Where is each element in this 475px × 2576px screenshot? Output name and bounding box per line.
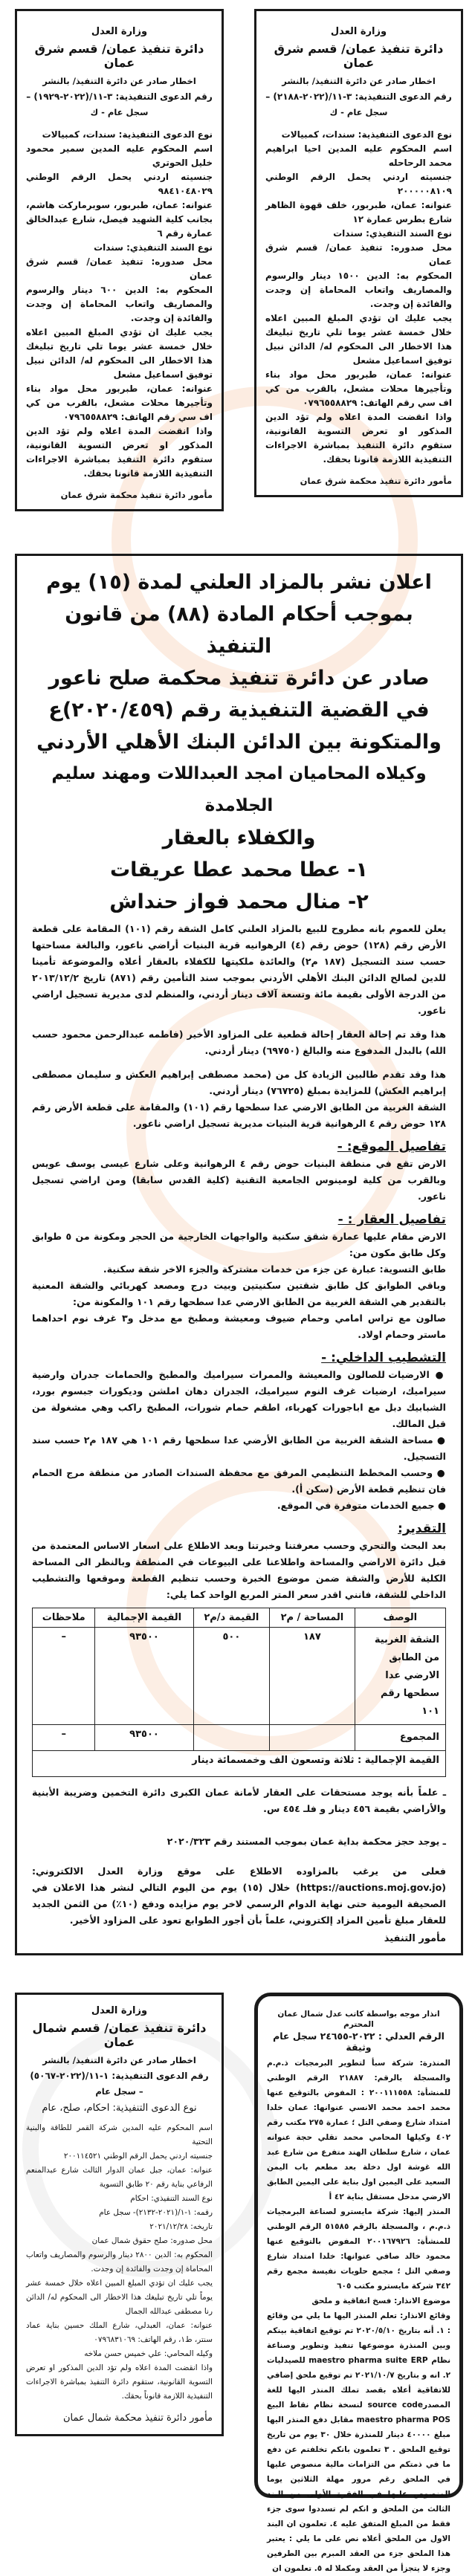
cell-total: ٩٣٥٠٠ [95, 1628, 193, 1725]
paragraph: عنوانه: عمان، طبربور، سوبرماركت هاشم، بجانب كلية الشهيد فيصل، شارع عبدالخالق عمارة رقم ٦ [26, 200, 213, 239]
finishing-bullet: ● الارضيات للصالون والمعيشة والممرات سيراميك والمطبخ والحمامات جدران وارضية سيراميك، ارضيات غرف النوم سيراميك، الجدران دهان املشن وديكورات جبسوم بورد، الشبابيك دبل مع اباجورات كهرباء، اطقم حمام شورات، المطبخ راكب وهي مشغولة من قبل المالك. [32, 1369, 447, 1429]
auction-title-line: في القضية التنفيذية رقم (٢٠٢٠/٤٥٩)ع [48, 699, 430, 722]
paragraph: يجب عليك ان تؤدي المبلغ المبين اعلاه خلال خمسة عشر يوما تلي تاريخ تبليغك هذا الاخطار الى المحكوم له/ الدائن نبيل توفيق اسماعيل مشعل [265, 313, 452, 366]
auction-title-line: والكفلاء بالعقار [162, 826, 316, 850]
intro-paragraph: يعلن للعموم بانه مطروح للبيع بالمزاد العلني كامل الشقة رقم (١٠١) المقامة على قطعة الأرض رقم (١٢٨) حوض رقم (٤) الرهوانيه قرية البنيات أراضي ناعور، والبالغة مساحتها حسب سند التسجيل (١٨٧ م٢) والعائدة ملكيتها للكفلاء بالعقار أعلاه والموضوعة تأمينا للدين لصالح الدائن البنك الأهلي الأردني بموجب سند التأمين رقم (٨٧١) تاريخ ٢٠١٣/١٢/٢ من الدرجة الأولى بقيمة مائة وتسعة آلاف دينار أردني، والمنظم لدى مديرية تسجيل اراضي ناعور. [32, 923, 446, 1016]
guarantor-name: ١- عطا محمد عطا عريقات [109, 858, 368, 881]
auction-title-line: اعلان نشر بالمزاد العلني لمدة (١٥) يوم [46, 571, 432, 594]
register-label: سجل عام - ك [90, 107, 149, 117]
paragraph: محل صدوره: تنفيذ عمان/ قسم شرق عمان [26, 256, 213, 281]
header-cell: الوصف [355, 1608, 445, 1628]
paragraph: نوع الدعوى التنفيذية: سندات، كمبيالات [42, 129, 213, 140]
bullet-text: جميع الخدمات متوفرة في الموقع. [277, 1500, 435, 1511]
department-title: دائرة تنفيذ عمان/ قسم شرق عمان [274, 42, 444, 70]
signature: مأمور دائرة تنفيذ محكمة شمال عمان [62, 2412, 213, 2424]
bullet-text: الارضيات للصالون والمعيشة والممرات سيراميك والمطبخ والحمامات جدران وارضية سيراميك، ارضيات غرف النوم سيراميك، الجدران دهان املشن وديكورات جبسوم بورد، الشبابيك دبل مع اباجورات كهرباء، اطقم حمام شورات، المطبخ راكب وهي مشغولة من قبل المالك. [32, 1369, 446, 1429]
property-line: وباقي الطوابق كل طابق شقتين سكنيتين وبيت درج ومصعد كهربائي والشقة المعنية بالتقدير هي الشقة الغربية من الطابق الارضي عدا سطحها رقم ١٠١ والمكونة من: [32, 1280, 446, 1307]
cell-empty [270, 1725, 355, 1751]
paragraph: اسم المحكوم عليه المدين احيا ابراهيم محمد الرحاحله [265, 143, 452, 168]
referral-paragraph: هذا وقد تم إحالة العقار إحالة قطعية على المزاود الأخير (فاطمه عبدالرحمن محمود حسب الله) بالبدل المدفوع منه والبالغ (٦٩٧٥٠) دينار أردني. [32, 1029, 446, 1056]
increase-paragraph: هذا وقد تقدم طالبين الزيادة كل من (محمد مصطفى إبراهيم العكش و سليمان مصطفى إبراهيم العكش) للمزايدة بمبلغ (٧٦٧٢٥) دينار أردني. [32, 1069, 446, 1096]
paragraph: اسم المحكوم عليه المدين سمير محمود خليل الحوتري [26, 143, 213, 168]
cell-area: ١٨٧ [270, 1628, 355, 1725]
notice-east-amman-1929 [15, 9, 224, 511]
warning-title: انذار موجه بواسطة كاتب عدل شمال عمان [277, 2010, 440, 2019]
notice-subtitle: اخطار صادر عن دائرة التنفيذ/ بالنشر [42, 2055, 196, 2065]
paragraph: عنوانه: عمان، طبربور محل مواد بناء وتأجيرها محلات مشعل، بالقرب من كي اف سي رقم الهاتف: ٠٧٩٦٥٥٨٨٢٩ [265, 369, 452, 408]
case-type: نوع الدعوى التنفيذية: احكام، صلح، عام [42, 2103, 197, 2114]
ministry-label: وزارة العدل [91, 26, 148, 37]
paragraph: عنوانه: عمان، طبربور، خلف قهوة الظاهر شارع بطرس عمارة ١٢ [265, 200, 452, 224]
paragraph: المحكوم به: الدين ٢٨٠٠ دينار والرسوم والمصاريف واتعاب المحاماة إن وجدت والفائدة إن وجدت. [26, 2250, 213, 2274]
auction-notice [15, 554, 463, 1955]
total-in-words: القيمة الإجمالية : ثلاثة وتسعون الف وخمسمائة دينار [33, 1751, 446, 1777]
case-number: رقم الدعوى التنفيذية: ١-١١/(٢٠٢٢-٥٠٦٧) [30, 2071, 209, 2081]
table-row [33, 1628, 446, 1725]
paragraph: نوع السند التنفيذي: سندات [94, 242, 213, 253]
property-line: صالون مع تراس امامي وحمام ضيوف ومعيشة ومطبخ مع مدخل و٣ غرف نوم احداهما ماستر وحمام اولاد. [32, 1313, 446, 1340]
dues-paragraph: ـ علماً بأنه يوجد مستحقات على العقار لأمانة عمان الكبرى دائرة التخمين وضريبة الأبنية والأراضي بقيمة ٤٥٦ دينار و فلـ ٤٥٤ س. [32, 1787, 446, 1814]
ministry-label: وزارة العدل [91, 2005, 148, 2016]
signature: مأمور دائرة تنفيذ محكمة شرق عمان [300, 476, 452, 486]
finishing-bullet: ● مساحة الشقة الغربية من الطابق الأرضي عدا سطحها رقم ١٠١ هي ١٨٧ م٢ حسب سند التسجيل. [32, 1434, 446, 1462]
paragraph: وقائع الانذار: تعلم المنذر اليها ما يلي من وقائع : ١. أنه بتاريخ ٢٠٢٠/٥/١٠ تم توقيع اتفاقية بينكم وبين المنذرة موضوعها تنفيذ وتطوير وصناعة نظام maestro pharma suite ERP للصيدليات ٢. انه و بتاريخ ٢٠٢١/١٠/٧ تم توقيع ملحق إضافي للاتفاقية أعلاه بقصد تملك المنذر اليها للغة المصدرsource code لنسخة نظام نقاط البيع maestro pharma POS مقابل دفع المنذر اليها مبلغ ٤٠٠٠٠ دينار للمنذرة خلال ٣٠ يوم من تاريخ توقيع الملحق . ٣ تعلمون بانكم تخلفتم عن دفع ما في ذمتكم من التزامات مالية منصوص عليها في الملحق رغم مرور مهلة الثلاثين يوما المنصوص عليها في الفقرة الأولى من البند الثالث من الملحق و انكم لم تسددوا سوى جزء فقط من المبلغ المتفق عليه ٤. تعلمون ان البند الاول من الملحق أعلاه نص على ما يلي : يعتبر هذا الملحق جزء من العقد المبرم بين الطرفين وجزء لا يتجزأ من العقد ومكملا له ٥. تعلمون ان [267, 2311, 451, 2573]
paragraph: جنسيته اردني يحمل الرقم الوطني ٢٠٠١١٤٥٢١ [63, 2152, 213, 2161]
paragraph: واذا انقضت المدة اعلاه ولم تؤد الدين المذكور او تعرض التسوية القانونية، ستقوم دائرة التنفيذ بمباشرة الاجراءات التنفيذية اللازمة قانونا بحقك. [26, 426, 213, 479]
finishing-heading: التشطيب الداخلي: - [321, 1350, 446, 1365]
valuation-heading: التقدير: [398, 1521, 446, 1536]
auction-title-line: صادر عن دائرة تنفيذ محكمة صلح ناعور [48, 667, 430, 690]
ministry-label: وزارة العدل [330, 26, 387, 37]
header-cell: المساحة / م٢ [270, 1608, 355, 1628]
notice-subtitle: اخطار صادر عن دائرة التنفيذ/ بالنشر [42, 76, 196, 86]
cell-unit-price: ٥٠٠ [193, 1628, 270, 1725]
notary-warning [254, 1993, 463, 2573]
cell-description: الشقة الغربية من الطابق الارضي عدا سطحها رقم ١٠١ [355, 1628, 445, 1725]
cell-total-label: المجموع [355, 1725, 445, 1751]
valuation-table [32, 1608, 446, 1777]
finishing-bullet: ● جميع الخدمات متوفرة في الموقع. [277, 1500, 446, 1511]
paragraph: المحكوم به: الدين ١٥٠٠ دينار والرسوم والمصاريف واتعاب المحاماة إن وجدت والفائدة إن وجدت. [265, 271, 452, 309]
seizure-paragraph: ـ يوجد حجز محكمة بداية عمان بموجب المستند رقم ٢٠٢٠/٣٢٣ [167, 1836, 446, 1847]
location-heading: تفاصيل الموقع: - [337, 1139, 446, 1154]
auction-title-line: وكيلاه المحاميان امجد العبداللات ومهند سليم الجلامدة [51, 764, 427, 815]
bullet-text: مساحة الشقة الغربية من الطابق الأرضي عدا سطحها رقم ١٠١ هي ١٨٧ م٢ حسب سند التسجيل. [32, 1434, 446, 1462]
department-title: دائرة تنفيذ عمان/ قسم شرق عمان [34, 42, 204, 70]
header-cell: القيمة الإجمالية [95, 1608, 193, 1628]
register-label: – سجل عام [95, 2086, 143, 2097]
bidders-paragraph: فعلى من يرغب بالمزاوده الاطلاع على موقع وزارة العدل الالكتروني: (https://auctions.moj.gov.jo) خلال (١٥) يوم من اليوم التالي لنشر هذا الاعلان في الصحيفة اليومية حتى نهاية الدوام الرسمي لاخر يوم مزايده ودفع (١٠٪) من الثمن الجديد للعقار مبلغ تأمين المزاد إلكتروني، علماً بأن أجور الطوابع تعود على المزاود الأخير. [32, 1865, 446, 1926]
location-paragraph: الارض تقع في منطقة البنيات حوض رقم ٤ الرهوانية وعلى شارع عيسى يوسف عويس وبالقرب من كلية لومينوس الجامعية التقنية (كلية القدس سابقا) ومن اراضي تسجيل ناعور. [32, 1158, 446, 1202]
guarantor-name: ٢- منال محمد فواز حنداش [109, 890, 369, 913]
apartment-paragraph: الشقة الغربية من الطابق الارضي عدا سطحها رقم (١٠١) والمقامة على قطعة الأرض رقم ١٢٨ حوض رقم ٤ الرهوانية قرية البنيات مديرية تسجيل اراضي ناعور. [32, 1101, 446, 1129]
property-heading: تفاصيل العقار : - [337, 1212, 446, 1227]
property-line: الارض مقام عليها عمارة شقق سكنية والواجهات الخارجية من الحجر ومكونة من ٥ طوابق وكل طابق مكون من: [32, 1231, 446, 1258]
paragraph: يجب عليك ان تؤدي المبلغ المبين اعلاه خلال خمسة عشر يوماً تلي تاريخ تبليغك هذا الاخطار الى المحكوم له/ الدائن رنا مصطفى عبدالله الجمال [26, 2279, 213, 2316]
paragraph: يجب عليك ان تؤدي المبلغ المبين اعلاه خلال خمسة عشر يوما تلي تاريخ تبليغك هذا الاخطار الى المحكوم له/ الدائن نبيل توفيق اسماعيل مشعل [26, 327, 213, 380]
honorific: المحترم [343, 2020, 374, 2029]
paragraph: رقمه: ١-١/(٢٠٢١-٢١٣٢)- سجل عام [99, 2208, 213, 2217]
paragraph: عنوانه: عمان، جبل عمان الدوار الثالث شارع عبدالمنعم الرفاعي بناية رقم ٢٠ طابق التسوية [26, 2166, 213, 2189]
paragraph: تاريخه: ٢٠٢١/١٢/٢٨ [149, 2222, 213, 2231]
paragraph: جنسيته اردني يحمل الرقم الوطني ٢٠٠٠٠٠٨١٠٩ [265, 172, 452, 196]
auction-title-line: والمتكونة بين الدائن البنك الأهلي الأردني [36, 731, 442, 754]
paragraph: عنوانه: عمان، طبربور محل مواد بناء وتأجيرها محلات مشعل، بالقرب من كي اف سي رقم الهاتف: ٠٧٩٦٥٥٨٨٢٩ [26, 384, 213, 422]
paragraph: محل صدوره: صلح حقوق شمال عمان [91, 2236, 213, 2245]
paragraph: نوع السند التنفيذي: احكام [130, 2194, 213, 2203]
notice-subtitle: اخطار صادر عن دائرة التنفيذ/ بالنشر [282, 76, 436, 86]
case-number: رقم الدعوى التنفيذية: ٣-١١/(٢٠٢٢-٢١٨٨) – [265, 91, 452, 102]
paragraph: المحكوم به: الدين ٦٠٠ دينار والرسوم والمصاريف واتعاب المحاماة إن وجدت والفائدة إن وجدت. [26, 285, 213, 323]
table-words-row [33, 1751, 446, 1777]
paragraph: المنذر إليها: شركة مايسترو لصناعة البرمجيات ذ.م.م ، والمسجلة بالرقم ٥١٥٨٥ الرقم الوطني للمنشأة: ٢٠٠١٦٧٩٢٦ المفوض بالتوقيع عنها محمود خالد صافي عنوانها: خلدا امتداد شارع وصفي التل ؛ مجمع حلويات نفيسة مجمع رقم ٣٤٢ شركة مايسترو مكتب ٦٠٥ [267, 2207, 451, 2291]
paragraph: واذا انقضت المدة اعلاه ولم تؤد الدين المذكور او تعرض التسوية القانونية، ستقوم دائرة التنفيذ بمباشرة الاجراءات التنفيذية اللازمة قانونا بحقك. [265, 412, 452, 465]
paragraph: عنوانه: عمان، العبدلي، شارع الملك حسين بناية عماد سنتر، ط١، رقم الهاتف: ٠٧٩٦٨٣١٠٦٩ [26, 2321, 213, 2344]
paragraph: محل صدوره: تنفيذ عمان/ قسم شرق عمان [265, 242, 452, 267]
bullet-text: وحسب المخطط التنظيمي المرفق مع محفظة السندات الصادر من منطقة مرج الحمام فان تنظيم قطعة الأرض (سكن أ). [32, 1467, 446, 1495]
valuation-paragraph: بعد البحث والتحري وحسب معرفتنا وخبرتنا وبعد الاطلاع على اسعار الاساس المعتمدة من قبل دائرة الاراضي والمساحة واطلاعنا على البيوعات في المنطقة وبالنظر الى المساحة الكلية للأرض والشقة ضمن موضوع الخبرة وحسب تنظيم القطعة وموقعها والتشطيب الداخلي للشقة، فانني اقدر سعر المتر المربع الواحد كما يلي: [32, 1540, 446, 1600]
paragraph: جنسيته اردني يحمل الرقم الوطني ٩٨٤١٠٤٨٠٢٩ [26, 172, 213, 196]
signature: مأمور دائرة تنفيذ محكمة شرق عمان [60, 490, 213, 500]
paragraph: وكيله المحامي: علي خميس حسن ملاخه [84, 2349, 213, 2358]
finishing-bullet: ● وحسب المخطط التنظيمي المرفق مع محفظة السندات الصادر من منطقة مرج الحمام فان تنظيم قطعة الأرض (سكن أ). [32, 1467, 446, 1495]
paragraph: واذا انقضت المدة اعلاه ولم تؤد الدين المذكور او تعرض التسوية القانونية، ستقوم دائرة التنفيذ بمباشرة الاجراءات التنفيذية اللازمة قانوناً بحقك. [26, 2363, 213, 2401]
top-notices-row [15, 9, 463, 511]
cell-empty [193, 1725, 270, 1751]
notary-number: الرقم العدلي : ٢٠٢٢-٢٤٦٥٥ سجل عام وثيقة [273, 2030, 445, 2053]
property-line: طابق التسوية: عبارة عن جزء من خدمات مشتركة والجزء الاخر شقة سكنية. [103, 1263, 446, 1275]
department-title: دائرة تنفيذ عمان/ قسم شمال عمان [32, 2021, 207, 2049]
paragraph: المنذرة: شركة سبأ لتطوير البرمجيات ذ.م.م والمسجلة بالرقم: ٢١٨٨٧ الرقم الوطني للمنشأة: ٢٠٠١١١٥٥٨ : المفوض بالتوقيع عنها محمد احمد محمد الانسي عنوانها: عمان خلدا امتداد شارع وصفي التل ؛ عمارة ٢٧٥ مكتب رقم ٤٠٢ وكيلها المحامي محمد تقلي حجة عنوانه عمان ، شارع سلطان الهند متفرع من شارع عبد الله غوشة اول دخلة بعد مطعم باب اليمن السعيد على اليمين اول بناية على اليمين الطابق الارضي مدخل مستقل بناية ٤٢ أ [267, 2059, 451, 2201]
case-number: رقم الدعوى التنفيذية: ٣-١١/(٢٠٢٢-١٩٢٩) – [26, 91, 213, 102]
paragraph: اسم المحكوم عليه المدين شركة القمر للطاقة والبنية التحتية [26, 2123, 213, 2146]
paragraph: نوع الدعوى التنفيذية: سندات، كمبيالات [281, 129, 452, 140]
header-cell: ملاحظات [33, 1608, 95, 1628]
auction-title-line: بموجب أحكام المادة (٨٨) من قانون التنفيذ [65, 603, 413, 658]
cell-total: ٩٣٥٠٠ [95, 1725, 193, 1751]
paragraph: موضوع الانذار: فسخ اتفاقية و ملحق [311, 2297, 450, 2305]
signature: مأمور التنفيذ [384, 1933, 446, 1944]
notice-east-amman-2188 [254, 9, 463, 497]
paragraph: نوع السند التنفيذي: سندات [333, 228, 452, 239]
register-label: سجل عام - ك [329, 107, 388, 117]
cell-notes: – [33, 1725, 95, 1751]
bottom-notices-row [15, 1993, 463, 2573]
cell-notes: – [33, 1628, 95, 1725]
table-total-row [33, 1725, 446, 1751]
notice-north-amman-5067 [15, 1993, 224, 2436]
table-header-row [33, 1608, 446, 1628]
header-cell: القيمة د/م٢ [193, 1608, 270, 1628]
